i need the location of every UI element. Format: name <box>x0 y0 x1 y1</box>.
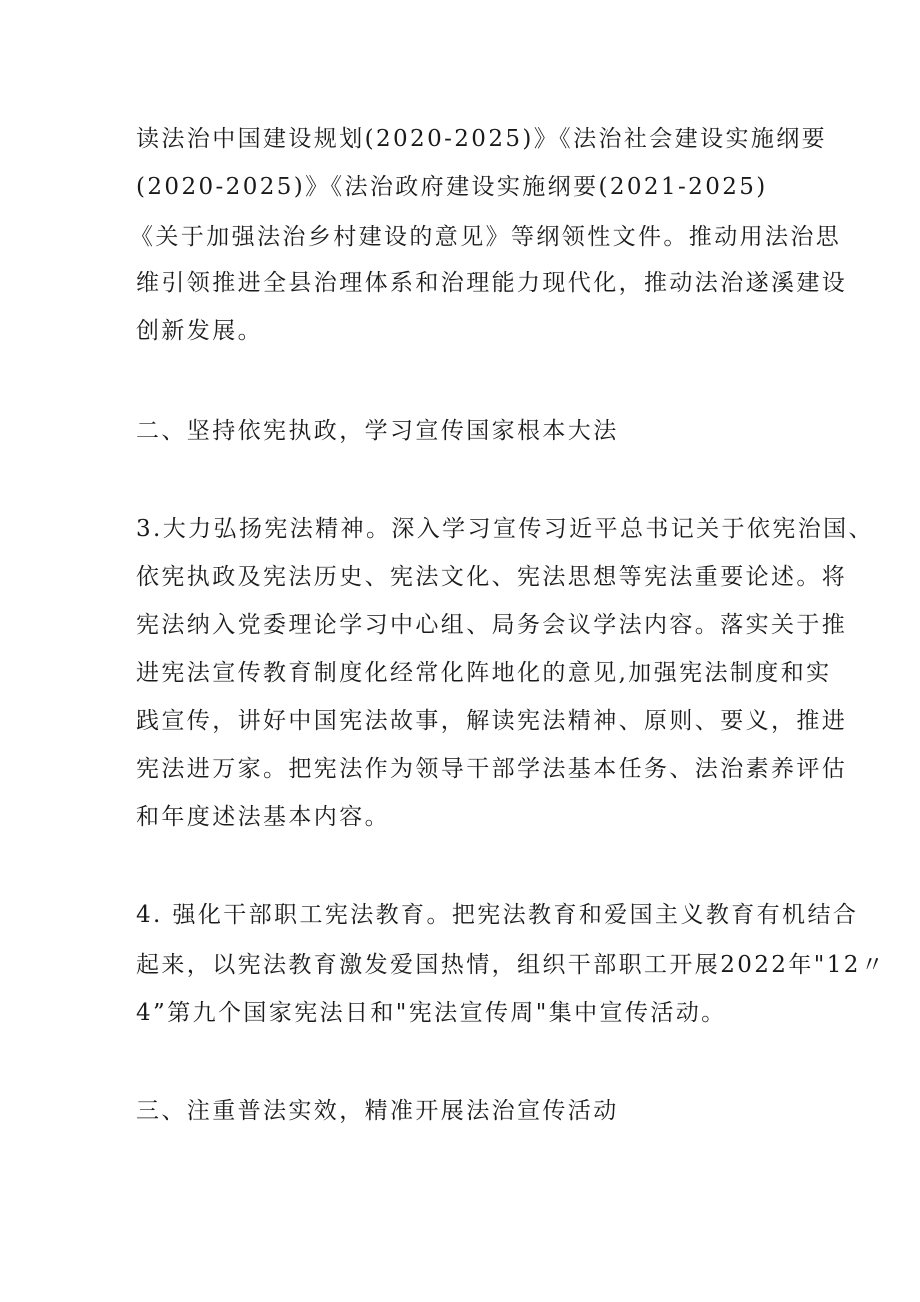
paragraph-line: 维引领推进全县治理体系和治理能力现代化，推动法治遂溪建设 <box>136 270 848 296</box>
paragraph-line: 宪法纳入党委理论学习中心组、局务会议学法内容。落实关于推 <box>136 612 848 638</box>
paragraph-line: 践宣传，讲好中国宪法故事，解读宪法精神、原则、要义，推进 <box>136 708 848 734</box>
paragraph-line: 创新发展。 <box>136 318 263 344</box>
paragraph-line: 《关于加强法治乡村建设的意见》等纲领性文件。推动用法治思 <box>130 224 842 250</box>
paragraph-line: 宪法进万家。把宪法作为领导干部学法基本任务、法治素养评估 <box>136 756 848 782</box>
paragraph-line: 起来，以宪法教育激发爱国热情，组织干部职工开展2022年"12〃 <box>136 952 887 978</box>
paragraph-line: 进宪法宣传教育制度化经常化阵地化的意见,加强宪法制度和实 <box>136 660 832 686</box>
paragraph-line: 读法治中国建设规划(2020-2025)》《法治社会建设实施纲要 <box>136 126 828 152</box>
paragraph-line: (2020-2025)》《法治政府建设实施纲要(2021-2025) <box>136 174 768 200</box>
section-heading: 二、坚持依宪执政，学习宣传国家根本大法 <box>136 418 619 444</box>
paragraph-line: 和年度述法基本内容。 <box>136 804 390 830</box>
section-heading: 三、注重普法实效，精准开展法治宣传活动 <box>136 1098 619 1124</box>
paragraph-line: 依宪执政及宪法历史、宪法文化、宪法思想等宪法重要论述。将 <box>136 564 848 590</box>
paragraph-line: 4. 强化干部职工宪法教育。把宪法教育和爱国主义教育有机结合 <box>136 902 859 928</box>
paragraph-line: 3.大力弘扬宪法精神。深入学习宣传习近平总书记关于依宪治国、 <box>136 516 874 542</box>
paragraph-line: 4”第九个国家宪法日和"宪法宣传周"集中宣传活动。 <box>136 1000 727 1026</box>
